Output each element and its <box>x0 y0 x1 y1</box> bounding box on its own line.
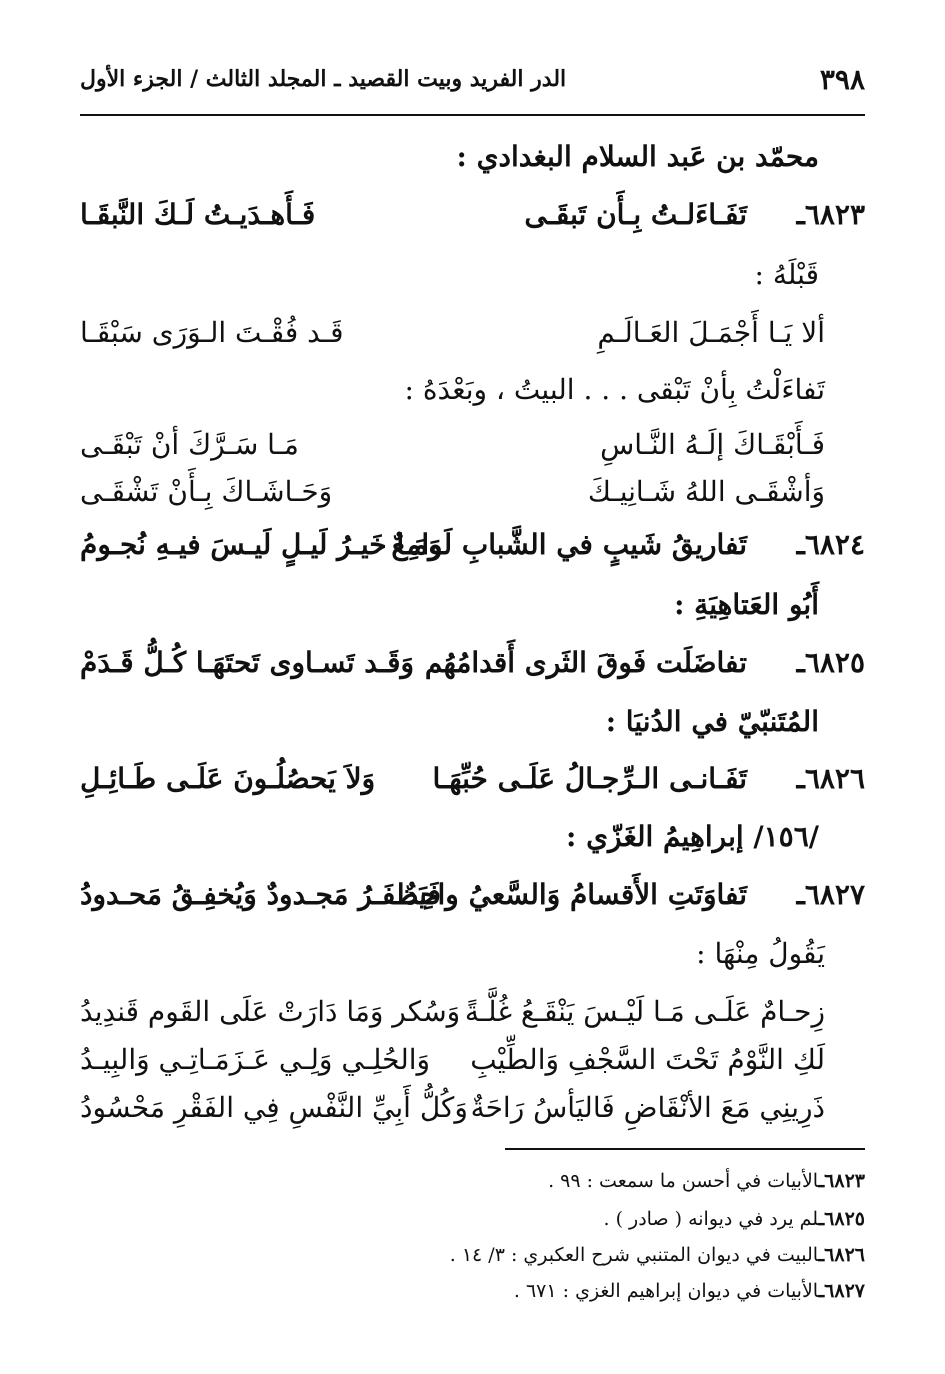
verse-dhareeni <box>80 1091 865 1137</box>
second-hemistich: وَحَـاشَـاكَ بِـأَنْ تَشْقَـى <box>80 475 333 508</box>
footnote-number: ٦٨٢٥ـ <box>818 1208 865 1230</box>
second-hemistich: وَمَـا خَيـرُ لَيـلٍ لَيـسَ فيـهِ نُجـومُ <box>80 528 442 561</box>
page-header <box>80 54 865 104</box>
footnote-rule <box>505 1148 865 1150</box>
first-hemistich: ألا يَـا أَجْمَـلَ العَـالَـمِ <box>597 316 825 349</box>
verse-number: ٦٨٢٥ـ <box>796 646 865 679</box>
verse-zihamun <box>80 995 865 1041</box>
qablahu-line: قَبْلَهُ : <box>754 258 819 291</box>
header-rule <box>80 114 865 116</box>
second-hemistich: وَقَـد تَسـاوى تَحتَهَـا كُـلُّ قَـدَمْ <box>80 646 415 679</box>
first-hemistich: تَفَـانـى الـرِّجـالُ عَلَـى حُبِّهَـا <box>432 762 747 795</box>
second-hemistich: فَيَظفَـرُ مَجـدودٌ وَيُخفِـقُ مَحـدودُ <box>80 878 441 911</box>
second-hemistich: وَسُكر وَمَا دَارَتْ عَلَى القَوم قَندِيدُ <box>80 995 461 1028</box>
first-hemistich: لَكِ النَّوْمُ تَحْتَ السَّجْفِ وَالطِّيْبِ <box>470 1043 825 1076</box>
footnote-text: الأبيات في أحسن ما سمعت : ٩٩ . <box>548 1170 819 1192</box>
footnote-number: ٦٨٢٦ـ <box>818 1244 865 1266</box>
footnote-text: الأبيات في ديوان إبراهيم الغزي : ٦٧١ . <box>513 1280 819 1302</box>
first-hemistich: وَأشْقَـى اللهُ شَـانِيـكَ <box>587 475 825 508</box>
footnote-number: ٦٨٢٧ـ <box>818 1280 865 1302</box>
first-hemistich: تَفاوَتَتِ الأَقسامُ وَالسَّعيُ واحِدٌ <box>405 878 747 911</box>
second-hemistich: وَكُلُّ أَبِيِّ النَّفْسِ فِي الفَقْرِ مَحْسُودُ <box>80 1091 468 1124</box>
first-hemistich: تَفَـاءَلـتُ بِـأَن تَبقَـى <box>524 198 747 231</box>
footnote-text: لم يرد في ديوانه ( صادر ) . <box>603 1208 819 1230</box>
footnote <box>80 1208 865 1242</box>
verse-6826 <box>80 762 865 808</box>
footnote <box>80 1170 865 1204</box>
verse-washqa <box>80 475 865 521</box>
verse-6827 <box>80 878 865 924</box>
second-hemistich: وَلاَ يَحصُلُـونَ عَلَـى طَـائِـلِ <box>80 762 376 795</box>
verse-laka <box>80 1043 865 1089</box>
footnote-number: ٦٨٢٣ـ <box>818 1170 865 1192</box>
footnote-text: البيت في ديوان المتنبي شرح العكبري : ٣/ ١٤ . <box>449 1244 819 1266</box>
verse-number: ٦٨٢٧ـ <box>796 878 865 911</box>
verse-faabqak <box>80 428 865 474</box>
yaqulu-line: يَقُولُ مِنْهَا : <box>696 937 825 970</box>
first-hemistich: ذَرِينِي مَعَ الأنْقَاضِ فَاليَأسُ رَاحَةٌ <box>470 1091 825 1124</box>
verse-ala <box>80 316 865 362</box>
verse-number: ٦٨٢٤ـ <box>796 528 865 561</box>
verse-6824 <box>80 528 865 574</box>
author-heading: /١٥٦/ إبراهِيمُ الغَزّي : <box>566 820 819 853</box>
tafaalt-line: تَفاءَلْتُ بِأنْ تَبْقى . . . البيتُ ، وبَعْدَهُ : <box>404 373 825 406</box>
running-title: الدر الفريد وبيت القصيد ـ المجلد الثالث / الجزء الأول <box>80 66 567 92</box>
first-hemistich: تَفاريقُ شَيبٍ في الشَّبابِ لَوامِعٌ <box>391 528 747 561</box>
author-heading: محمّد بن عَبد السلام البغدادي : <box>456 140 819 173</box>
second-hemistich: وَالحُلِـي وَلِـي عَـزَمَـاتِـي وَالبِيـدُ <box>80 1043 431 1076</box>
first-hemistich: فَـأَبْقَـاكَ إلَـهُ النَّـاسِ <box>600 428 825 461</box>
second-hemistich: قَـد فُقْـتَ الـوَرَى سَبْقَـا <box>80 316 344 349</box>
page-number: ٣٩٨ <box>819 62 865 96</box>
footnote <box>80 1280 865 1314</box>
footnote <box>80 1244 865 1278</box>
first-hemistich: تفاضَلَت فَوقَ الثَرى أَقدامُهُم <box>424 646 747 679</box>
second-hemistich: فَـأَهـدَيـتُ لَـكَ النَّبقَـا <box>80 198 316 231</box>
author-heading: أَبُو العَتاهِيَةِ : <box>674 588 819 621</box>
verse-6825 <box>80 646 865 692</box>
first-hemistich: زِحـامٌ عَلَـى مَـا لَيْـسَ يَنْقَـعُ غُلَّـةً <box>464 995 825 1028</box>
author-heading: المُتَنبّيّ في الدُنيَا : <box>605 705 819 738</box>
verse-number: ٦٨٢٣ـ <box>796 198 865 231</box>
verse-6823 <box>80 198 865 244</box>
second-hemistich: مَـا سَـرَّكَ أنْ تَبْقَـى <box>80 428 299 461</box>
verse-number: ٦٨٢٦ـ <box>796 762 865 795</box>
